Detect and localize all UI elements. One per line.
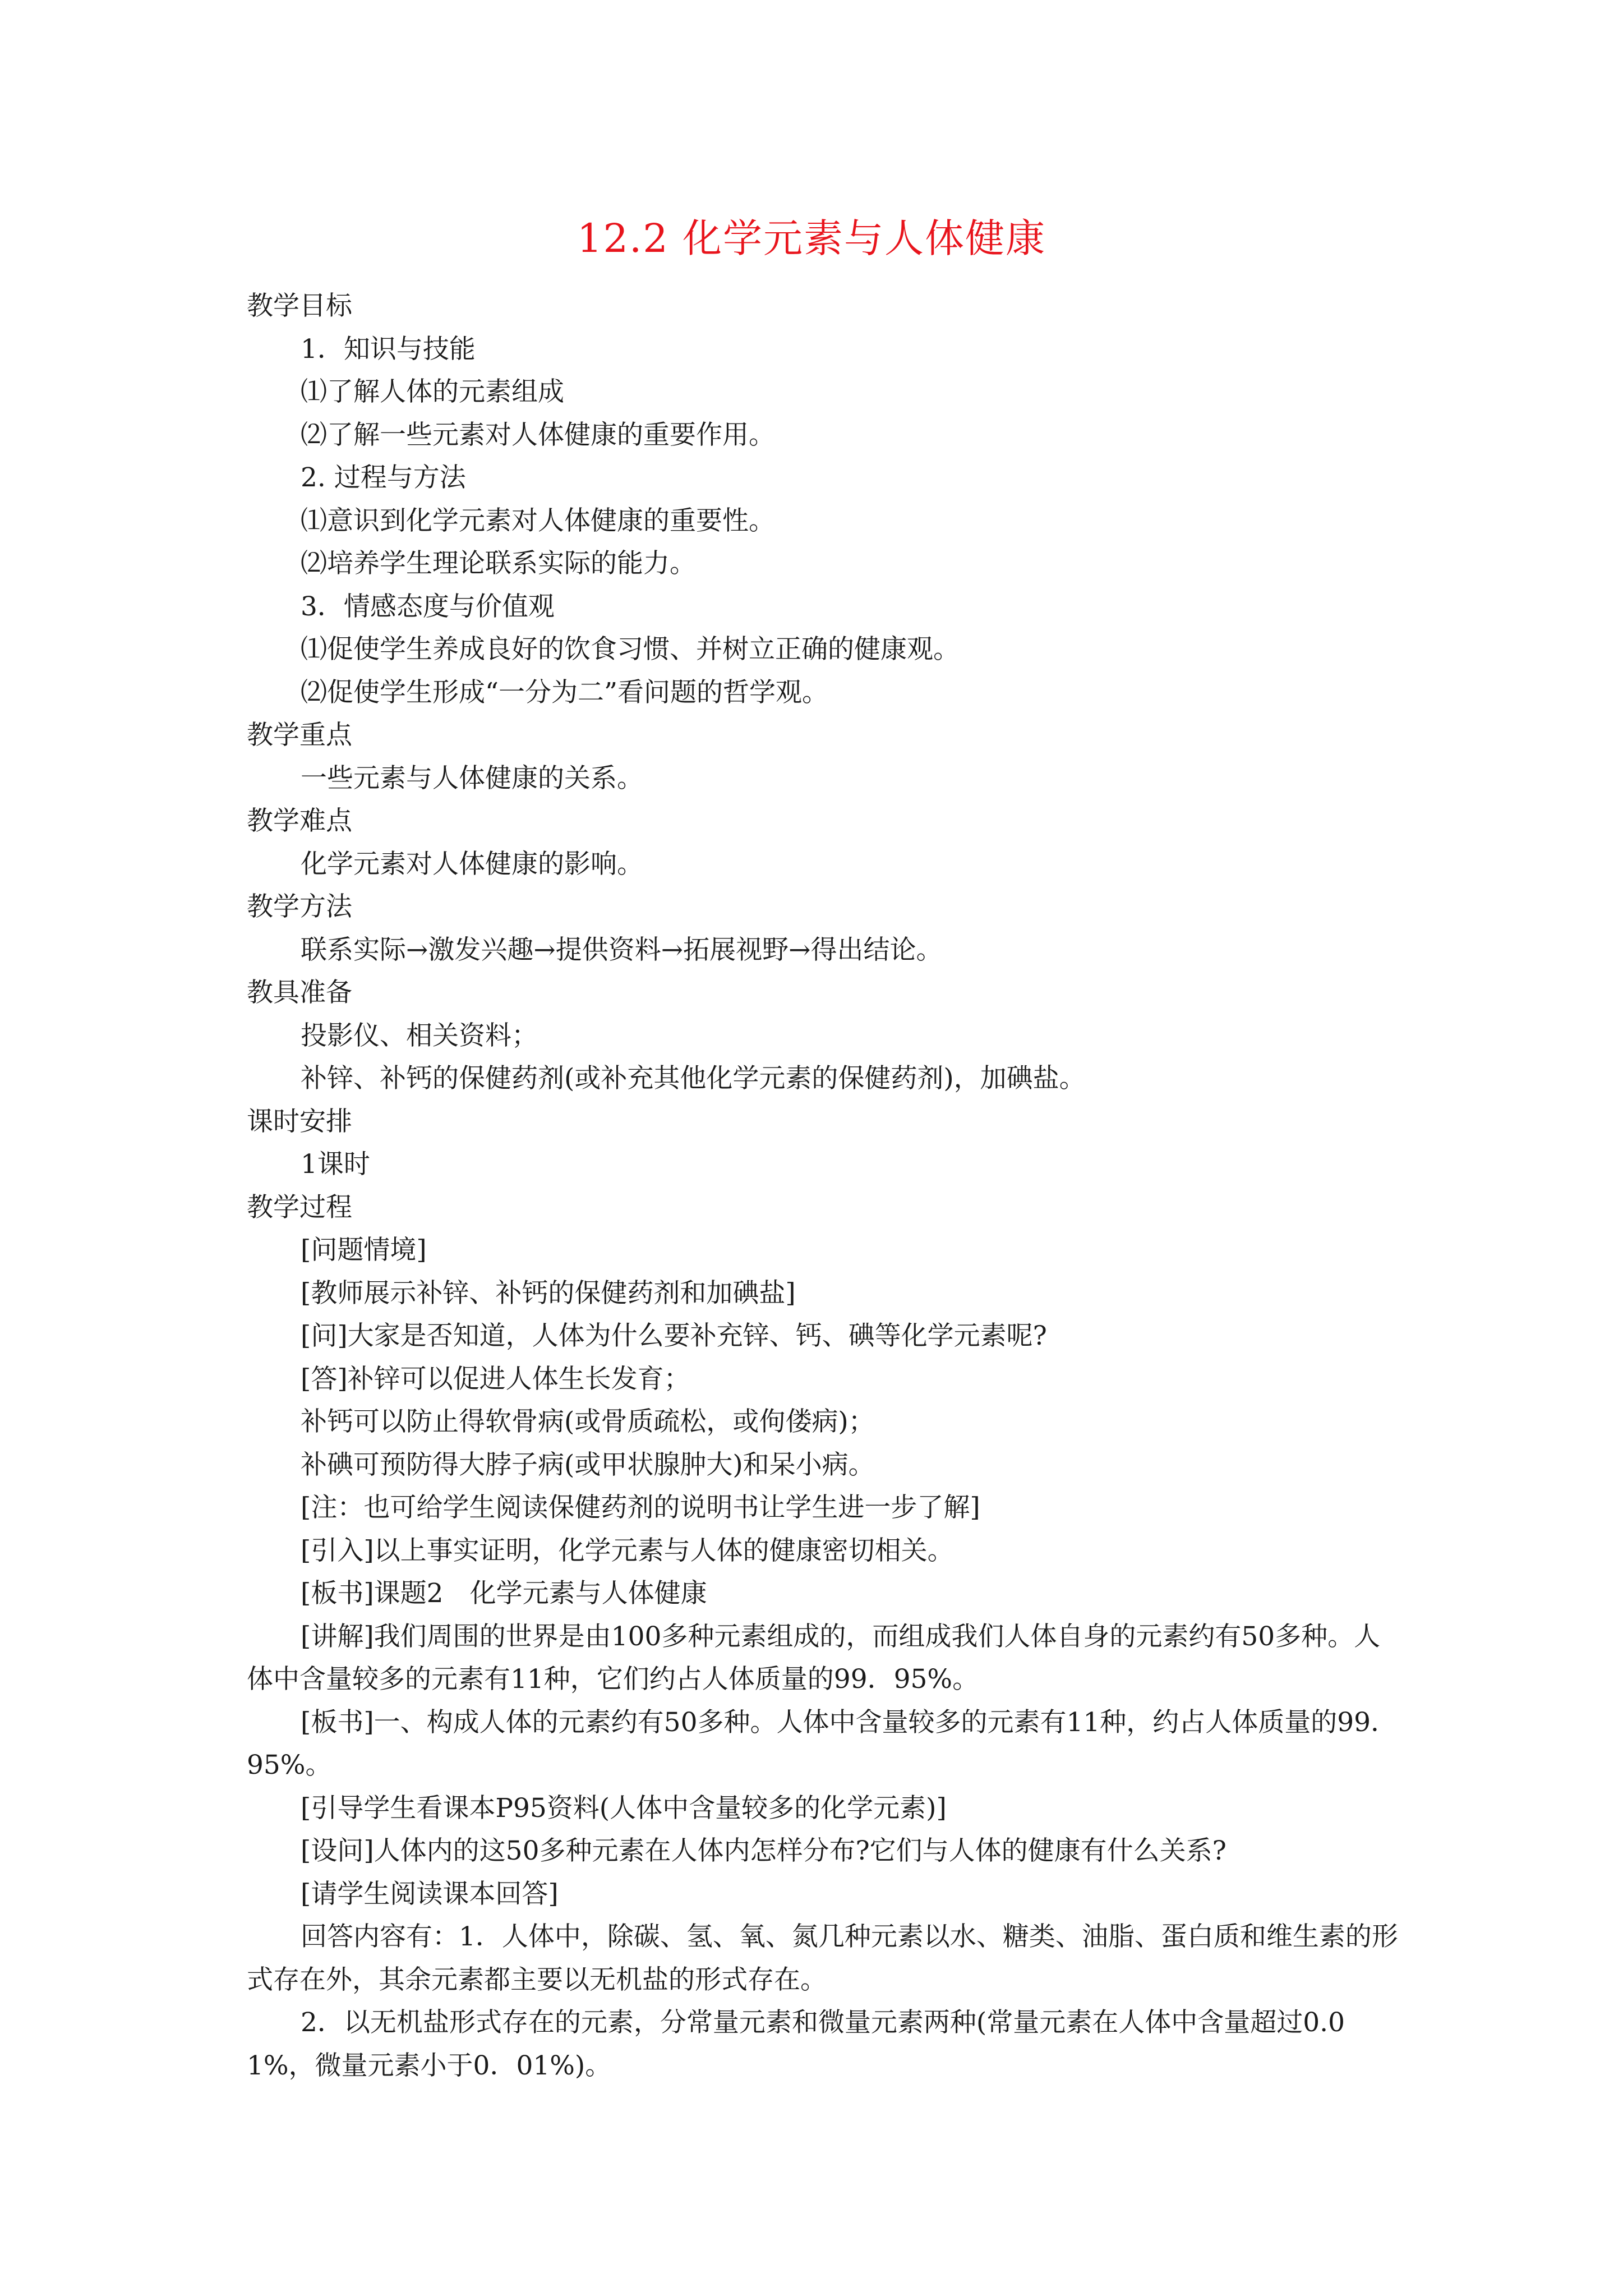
paragraph-line: 补碘可预防得大脖子病(或甲状腺肿大)和呆小病。 xyxy=(301,1449,875,1480)
paragraph-line: 一些元素与人体健康的关系。 xyxy=(301,762,643,794)
document-body xyxy=(247,285,1402,2087)
document-title: 12.2 化学元素与人体健康 xyxy=(577,215,1046,261)
paragraph-line: ⑵培养学生理论联系实际的能力。 xyxy=(301,548,696,579)
paragraph-line: [教师展示补锌、补钙的保健药剂和加碘盐] xyxy=(301,1277,796,1309)
section-heading: 教学重点 xyxy=(247,720,352,751)
paragraph-line: 2．以无机盐形式存在的元素，分常量元素和微量元素两种(常量元素在人体中含量超过0.01%，微量元素小于0．01%)。 xyxy=(247,2007,1345,2081)
paragraph-line: 补钙可以防止得软骨病(或骨质疏松，或佝偻病)； xyxy=(301,1406,875,1437)
section-heading: 课时安排 xyxy=(247,1106,352,1137)
paragraph-line: 化学元素对人体健康的影响。 xyxy=(301,848,643,880)
paragraph-line: [答]补锌可以促进人体生长发育； xyxy=(301,1363,690,1395)
paragraph-line: 投影仪、相关资料； xyxy=(301,1020,538,1051)
paragraph-line: 3．情感态度与价值观 xyxy=(301,591,555,622)
paragraph-line: [板书]一、构成人体的元素约有50多种。人体中含量较多的元素有11种，约占人体质量的99．95%。 xyxy=(247,1706,1398,1780)
paragraph-line: ⑵了解一些元素对人体健康的重要作用。 xyxy=(301,419,775,450)
paragraph-line: 1课时 xyxy=(301,1149,370,1180)
section-heading: 教学目标 xyxy=(247,291,352,321)
paragraph-line: [请学生阅读课本回答] xyxy=(301,1878,559,1910)
paragraph-line: 补锌、补钙的保健药剂(或补充其他化学元素的保健药剂)，加碘盐。 xyxy=(301,1063,1086,1094)
paragraph-line: ⑴促使学生养成良好的饮食习惯、并树立正确的健康观。 xyxy=(301,634,960,665)
paragraph-line: [板书]课题2 化学元素与人体健康 xyxy=(301,1578,707,1609)
paragraph-line: 联系实际→激发兴趣→提供资料→拓展视野→得出结论。 xyxy=(301,934,943,965)
paragraph-line: [问题情境] xyxy=(301,1235,427,1266)
paragraph-line: [设问]人体内的这50多种元素在人体内怎样分布?它们与人体的健康有什么关系? xyxy=(301,1835,1227,1866)
paragraph-line: [注：也可给学生阅读保健药剂的说明书让学生进一步了解] xyxy=(301,1492,980,1523)
paragraph-line: 1．知识与技能 xyxy=(301,333,476,365)
paragraph-line: 回答内容有：1．人体中，除碳、氢、氧、氮几种元素以水、糖类、油脂、蛋白质和维生素的形式存在外，其余元素都主要以无机盐的形式存在。 xyxy=(247,1921,1398,1995)
section-heading: 教学难点 xyxy=(247,806,352,836)
section-heading: 教具准备 xyxy=(247,977,352,1008)
paragraph-line: 2. 过程与方法 xyxy=(301,462,466,493)
paragraph-line: ⑴意识到化学元素对人体健康的重要性。 xyxy=(301,505,775,536)
paragraph-line: [问]大家是否知道，人体为什么要补充锌、钙、碘等化学元素呢? xyxy=(301,1320,1047,1351)
section-heading: 教学方法 xyxy=(247,891,352,922)
section-heading: 教学过程 xyxy=(247,1191,352,1223)
paragraph-line: ⑵促使学生形成“一分为二”看问题的哲学观。 xyxy=(301,677,829,708)
paragraph-line: ⑴了解人体的元素组成 xyxy=(301,376,564,407)
paragraph-line: [讲解]我们周围的世界是由100多种元素组成的，而组成我们人体自身的元素约有50多种。人体中含量较多的元素有11种，它们约占人体质量的99．95%。 xyxy=(247,1621,1381,1695)
paragraph-line: [引入]以上事实证明，化学元素与人体的健康密切相关。 xyxy=(301,1535,954,1566)
paragraph-line: [引导学生看课本P95资料(人体中含量较多的化学元素)] xyxy=(301,1792,947,1824)
